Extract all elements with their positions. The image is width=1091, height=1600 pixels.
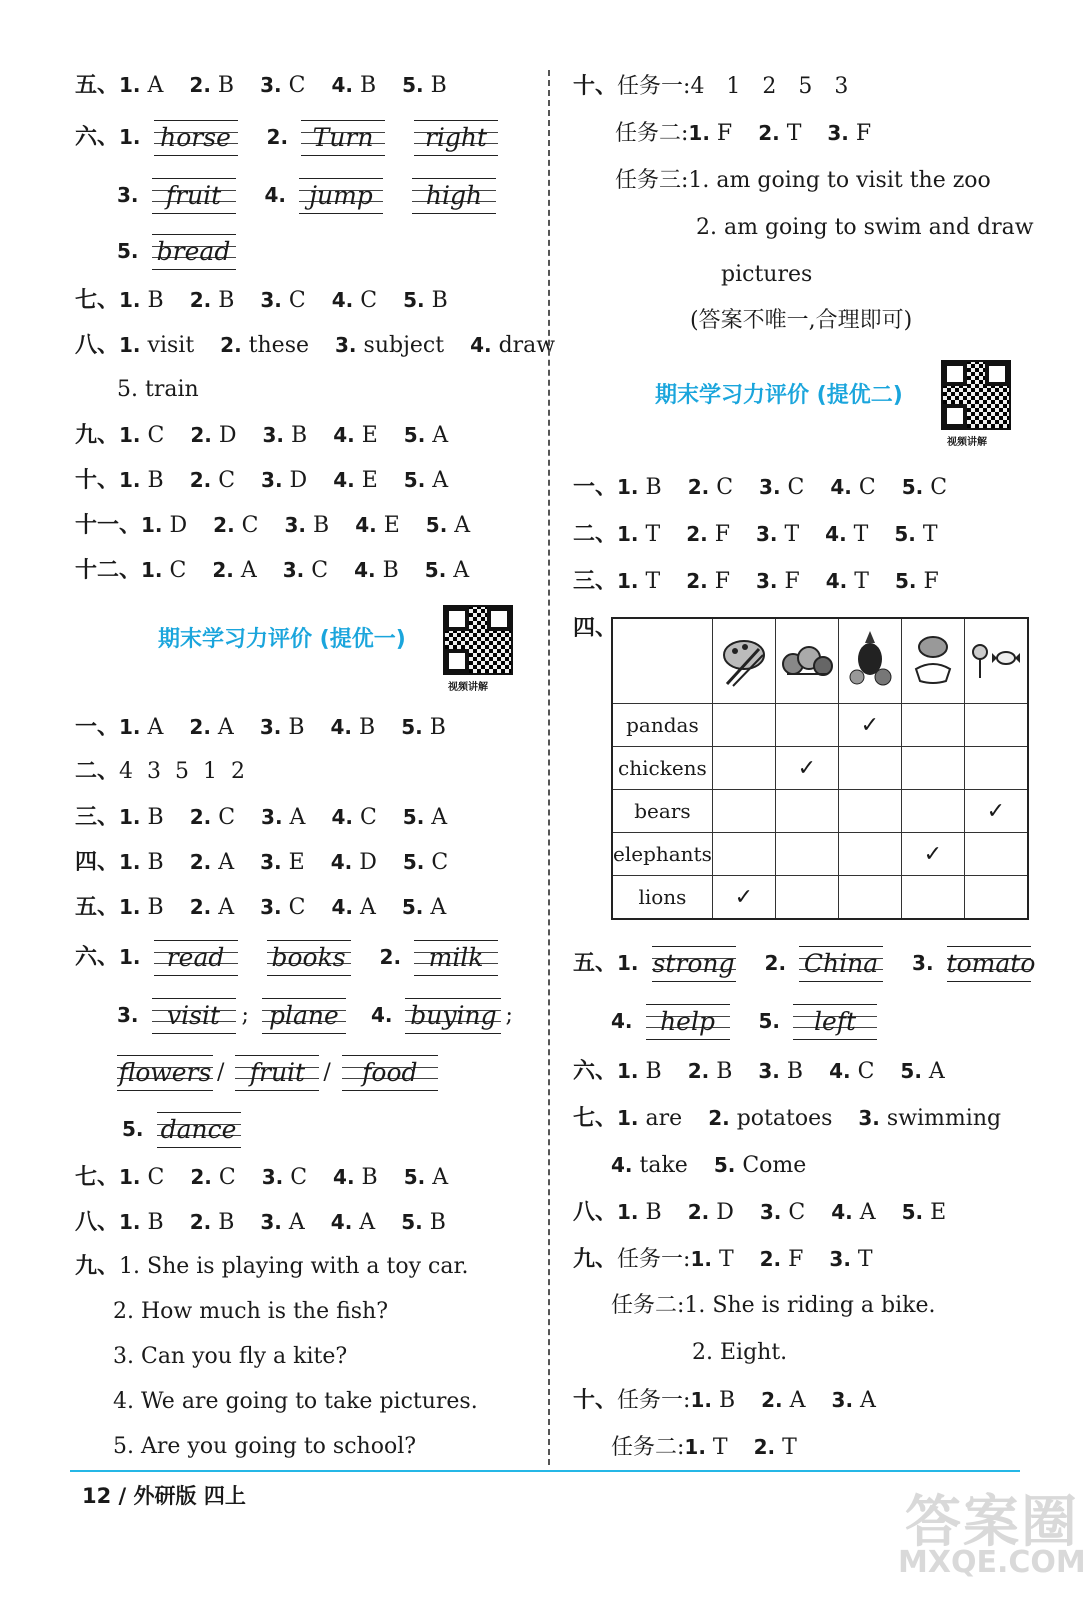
answer-item: 4. C bbox=[331, 805, 377, 830]
answer-item: 4. T bbox=[825, 569, 869, 594]
checkmark-icon: ✓ bbox=[860, 712, 880, 738]
table-cell bbox=[775, 747, 838, 790]
r-s7-row: 七、1. are 2. potatoes 3. swimming bbox=[573, 1106, 1002, 1131]
answer-item: 1. B bbox=[617, 1059, 662, 1084]
checkmark-icon: ✓ bbox=[734, 884, 754, 910]
answer-item: 5 bbox=[175, 759, 190, 784]
s4-row: 四、1. B 2. A 3. E 4. D 5. C bbox=[75, 850, 449, 875]
answer-item: 2. A bbox=[189, 895, 235, 920]
handwritten-answer: high bbox=[412, 178, 496, 214]
answer-item: 3. T bbox=[755, 522, 800, 547]
q11-row: 十一、1. D 2. C 3. B 4. E 5. A bbox=[75, 513, 471, 538]
handwritten-answer: food bbox=[342, 1055, 438, 1091]
answer-item: 1. visit bbox=[119, 333, 195, 358]
answer-item: 5. A bbox=[403, 1165, 449, 1190]
s7-row: 七、1. C 2. C 3. C 4. B 5. A bbox=[75, 1165, 449, 1190]
r-s6-row: 六、1. B 2. B 3. B 4. C 5. A bbox=[573, 1059, 945, 1084]
table-cell bbox=[712, 833, 775, 876]
q7-row: 七、1. B 2. B 3. C 4. C 5. B bbox=[75, 288, 448, 313]
checkmark-icon: ✓ bbox=[797, 755, 817, 781]
answer-item: 5. E bbox=[901, 1200, 947, 1225]
handwritten-answer: strong bbox=[652, 946, 736, 982]
answer-item: 1. B bbox=[617, 1200, 662, 1225]
answer-item: 3. A bbox=[831, 1388, 876, 1413]
answer-item: 4 bbox=[119, 759, 134, 784]
answer-item: 2. these bbox=[220, 333, 310, 358]
answer-item: 1. A bbox=[119, 73, 164, 98]
s9-row4: 4. We are going to take pictures. bbox=[113, 1389, 478, 1414]
answer-item: 2. A bbox=[761, 1388, 806, 1413]
answer-item: 4. D bbox=[330, 850, 377, 875]
answer-item: 5. C bbox=[402, 850, 449, 875]
table-cell bbox=[964, 790, 1028, 833]
table-cell bbox=[775, 790, 838, 833]
answer-item: 3. subject bbox=[335, 333, 445, 358]
qr-code-icon[interactable] bbox=[941, 360, 1011, 430]
s9-row2: 2. How much is the fish? bbox=[113, 1299, 389, 1324]
table-cell bbox=[838, 876, 901, 920]
answer-item: 2. T bbox=[758, 121, 802, 146]
handwritten-answer: books bbox=[267, 940, 351, 976]
answer-item: 1. B bbox=[119, 895, 164, 920]
s9-row5: 5. Are you going to school? bbox=[113, 1434, 417, 1459]
answer-item: 1. T bbox=[684, 1435, 728, 1460]
row-label: elephants bbox=[612, 833, 712, 876]
answer-item: 5. A bbox=[424, 558, 470, 583]
answer-item: 1. C bbox=[141, 558, 187, 583]
answer-item: 1. are bbox=[617, 1106, 683, 1131]
q6-row1: 六、1. horse 2. Turn right bbox=[75, 120, 498, 160]
row-label: bears bbox=[612, 790, 712, 833]
answer-item: 2. D bbox=[687, 1200, 734, 1225]
answer-item: 2. C bbox=[687, 475, 734, 500]
handwritten-answer: jump bbox=[299, 178, 383, 214]
answer-item: 3. C bbox=[260, 895, 306, 920]
watermark-url: MXQE.COM bbox=[898, 1545, 1086, 1580]
answer-item: 5. B bbox=[402, 73, 447, 98]
answer-item: 3. T bbox=[829, 1247, 873, 1272]
s9-row1: 九、1. She is playing with a toy car. bbox=[75, 1254, 469, 1279]
answer-item: 5. B bbox=[401, 715, 446, 740]
answer-item: 4. A bbox=[831, 1200, 876, 1225]
answer-item: 4. E bbox=[333, 423, 378, 448]
answer-item: 3. C bbox=[759, 475, 805, 500]
answer-item: 5. B bbox=[403, 288, 448, 313]
answer-item: 3. C bbox=[282, 558, 329, 583]
q12-row: 十二、1. C 2. A 3. C 4. B 5. A bbox=[75, 558, 470, 583]
table-cell bbox=[964, 747, 1028, 790]
s3-row: 三、1. B 2. C 3. A 4. C 5. A bbox=[75, 805, 448, 830]
handwritten-answer: read bbox=[154, 940, 238, 976]
r-s8-row: 八、1. B 2. D 3. C 4. A 5. E bbox=[573, 1200, 947, 1225]
q9-row: 九、1. C 2. D 3. B 4. E 5. A bbox=[75, 423, 449, 448]
table-cell bbox=[838, 833, 901, 876]
answer-item: 3 bbox=[147, 759, 162, 784]
answer-item: 1. A bbox=[119, 715, 164, 740]
handwritten-answer: fruit bbox=[235, 1055, 319, 1091]
handwritten-answer: China bbox=[799, 946, 883, 982]
table-cell bbox=[901, 790, 964, 833]
s6-row4: 5. dance bbox=[122, 1112, 241, 1152]
table-cell bbox=[901, 704, 964, 747]
r-s2-row: 二、1. T 2. F 3. T 4. T 5. T bbox=[573, 522, 938, 547]
answer-item: 2. D bbox=[190, 423, 237, 448]
answer-item: 2. T bbox=[753, 1435, 797, 1460]
table-cell bbox=[964, 876, 1028, 920]
answer-item: 4. B bbox=[331, 73, 377, 98]
answer-item: 1. B bbox=[119, 1210, 164, 1235]
s5-row: 五、1. B 2. A 3. C 4. A 5. A bbox=[75, 895, 447, 920]
s6-row3: flowers / fruit / food bbox=[117, 1055, 438, 1095]
row-label: pandas bbox=[612, 704, 712, 747]
answer-item: 2. C bbox=[189, 468, 236, 493]
table-cell bbox=[712, 704, 775, 747]
answer-item: 4. take bbox=[611, 1153, 688, 1178]
answer-item: 2. B bbox=[189, 1210, 235, 1235]
r-s9-task2: 任务二:1. She is riding a bike. bbox=[611, 1293, 936, 1318]
handwritten-answer: left bbox=[793, 1004, 877, 1040]
table-row bbox=[612, 876, 1028, 920]
s6-row2: 3. visit ; plane 4. buying ; bbox=[117, 998, 513, 1038]
handwritten-answer: buying bbox=[405, 998, 501, 1034]
answer-item: 1. B bbox=[690, 1388, 736, 1413]
handwritten-answer: Turn bbox=[301, 120, 385, 156]
table-cell bbox=[712, 790, 775, 833]
answer-item: 2. B bbox=[189, 288, 235, 313]
r10-task3-a2b: pictures bbox=[721, 262, 813, 287]
candy-icon bbox=[964, 618, 1028, 704]
answer-item: 4. C bbox=[331, 288, 378, 313]
handwritten-answer: horse bbox=[154, 120, 238, 156]
answer-item: 2. A bbox=[212, 558, 257, 583]
answer-item: 5. A bbox=[403, 468, 449, 493]
answer-item: 5. A bbox=[425, 513, 471, 538]
answer-item: 3. B bbox=[284, 513, 330, 538]
q6-row3: 5. bread bbox=[117, 234, 236, 274]
table-cell bbox=[775, 833, 838, 876]
page-footer: 12 / 外研版 四上 bbox=[82, 1484, 246, 1508]
answer-item: 4. A bbox=[331, 895, 376, 920]
answer-item: 3. B bbox=[758, 1059, 804, 1084]
answer-item: 4. draw bbox=[470, 333, 556, 358]
answer-item: 4. C bbox=[830, 475, 876, 500]
answer-item: 4. B bbox=[330, 715, 376, 740]
vegetables-icon bbox=[775, 618, 838, 704]
answer-item: 2 bbox=[231, 759, 246, 784]
answer-item: 3. A bbox=[261, 805, 306, 830]
r10-task3-a2: 2. am going to swim and draw bbox=[696, 215, 1034, 240]
table-header-row bbox=[612, 618, 1028, 704]
answer-item: 3. A bbox=[260, 1210, 305, 1235]
answer-item: 2. C bbox=[189, 805, 236, 830]
handwritten-answer: milk bbox=[414, 940, 498, 976]
answer-item: 1. T bbox=[617, 569, 661, 594]
r-s10-task2: 任务二:1. T 2. T bbox=[611, 1435, 797, 1460]
table-cell bbox=[775, 704, 838, 747]
answer-item: 4. C bbox=[829, 1059, 875, 1084]
table-row bbox=[612, 833, 1028, 876]
qr-caption: 视频讲解 bbox=[947, 437, 987, 448]
qr-caption: 视频讲解 bbox=[448, 682, 488, 693]
r-s5-row2: 4. help 5. left bbox=[611, 1004, 877, 1044]
table-cell bbox=[712, 747, 775, 790]
q5-row bbox=[75, 70, 447, 100]
table-cell bbox=[964, 704, 1028, 747]
r-s5-row1: 五、1. strong 2. China 3. tomato bbox=[573, 946, 1031, 986]
answer-item: 5. B bbox=[401, 1210, 446, 1235]
table-cell bbox=[901, 876, 964, 920]
r-s4-label: 四、 bbox=[573, 616, 618, 641]
r-s3-row: 三、1. T 2. F 3. F 4. T 5. F bbox=[573, 569, 939, 594]
s9-row3: 3. Can you fly a kite? bbox=[113, 1344, 348, 1369]
answer-item: 2. B bbox=[687, 1059, 733, 1084]
answer-item: 3. B bbox=[259, 715, 305, 740]
answer-item: 1 bbox=[203, 759, 218, 784]
answer-item: 5. F bbox=[894, 569, 939, 594]
handwritten-answer: flowers bbox=[117, 1055, 213, 1091]
answer-item: 1. F bbox=[688, 121, 733, 146]
handwritten-answer: plane bbox=[262, 998, 346, 1034]
answer-item: 1. T bbox=[617, 522, 661, 547]
table-cell bbox=[901, 833, 964, 876]
section-title-2: 期末学习力评价 (提优二) bbox=[655, 383, 903, 408]
row-label: lions bbox=[612, 876, 712, 920]
answer-item: 3. F bbox=[827, 121, 872, 146]
table-row bbox=[612, 747, 1028, 790]
table-row bbox=[612, 790, 1028, 833]
table-cell bbox=[712, 876, 775, 920]
answer-item: 2. potatoes bbox=[708, 1106, 833, 1131]
r10-task1: 十、任务一:4 1 2 5 3 bbox=[573, 74, 849, 99]
answer-item: 3. E bbox=[260, 850, 305, 875]
q8-row2: 5. train bbox=[117, 377, 199, 402]
r10-task2: 任务二:1. F 2. T 3. F bbox=[615, 121, 872, 146]
answer-item: 1. B bbox=[617, 475, 662, 500]
q5-label: 五、 bbox=[75, 73, 120, 98]
answer-item: 5. A bbox=[402, 805, 448, 830]
answer-item: 5. A bbox=[900, 1059, 945, 1084]
r-s9-task2-a2: 2. Eight. bbox=[692, 1340, 788, 1365]
handwritten-answer: tomato bbox=[947, 946, 1031, 982]
answer-item: 5. Come bbox=[713, 1153, 807, 1178]
table-cell bbox=[838, 790, 901, 833]
answer-item: 1. C bbox=[119, 1165, 165, 1190]
watermark-logo: 答案圈 bbox=[905, 1490, 1079, 1555]
answer-item: 5. A bbox=[403, 423, 449, 448]
checkmark-icon: ✓ bbox=[923, 841, 943, 867]
r10-task3: 任务三:1. am going to visit the zoo bbox=[615, 168, 991, 193]
answer-item: 2. C bbox=[190, 1165, 236, 1190]
handwritten-answer: bread bbox=[152, 234, 236, 270]
r-s7-row2 bbox=[611, 1150, 806, 1180]
table-cell bbox=[775, 876, 838, 920]
r-s1-row: 一、1. B 2. C 3. C 4. C 5. C bbox=[573, 475, 948, 500]
row-label: chickens bbox=[612, 747, 712, 790]
s1-row: 一、1. A 2. A 3. B 4. B 5. B bbox=[75, 715, 446, 740]
answer-item: 5. C bbox=[901, 475, 948, 500]
answer-item: 4. B bbox=[333, 1165, 378, 1190]
answer-item: 4. E bbox=[355, 513, 400, 538]
answer-item: 3. D bbox=[261, 468, 308, 493]
qr-code-icon[interactable] bbox=[443, 605, 513, 675]
answer-item: 3. C bbox=[759, 1200, 806, 1225]
r-s10-task1: 十、任务一:1. B 2. A 3. A bbox=[573, 1388, 876, 1413]
answer-item: 3. B bbox=[262, 423, 308, 448]
r10-note: (答案不唯一,合理即可) bbox=[690, 308, 913, 333]
handwritten-answer: right bbox=[414, 120, 498, 156]
q5-answers bbox=[119, 70, 447, 101]
answer-item: 1. D bbox=[141, 513, 188, 538]
q8-row: 八、1. visit 2. these 3. subject 4. draw bbox=[75, 333, 556, 358]
fish-icon bbox=[901, 618, 964, 704]
column-divider bbox=[548, 70, 550, 1465]
r-s9-task1: 九、任务一:1. T 2. F 3. T bbox=[573, 1247, 873, 1272]
answer-item: 5. A bbox=[401, 895, 447, 920]
q10-row: 十、1. B 2. C 3. D 4. E 5. A bbox=[75, 468, 449, 493]
s6-row1: 六、1. read books 2. milk bbox=[75, 940, 498, 980]
palette-icon bbox=[712, 618, 775, 704]
fruit-icon bbox=[838, 618, 901, 704]
answer-item: 1. B bbox=[119, 805, 164, 830]
answer-item: 1. B bbox=[119, 468, 164, 493]
handwritten-answer: help bbox=[646, 1004, 730, 1040]
handwritten-answer: visit bbox=[152, 998, 236, 1034]
answer-item: 2. F bbox=[686, 569, 730, 594]
footer-rule bbox=[70, 1470, 1020, 1472]
answer-item: 4. T bbox=[825, 522, 869, 547]
answer-item: 2. C bbox=[213, 513, 259, 538]
answer-item: 4. B bbox=[354, 558, 399, 583]
s8-row: 八、1. B 2. B 3. A 4. A 5. B bbox=[75, 1210, 446, 1235]
table-cell bbox=[901, 747, 964, 790]
answer-item: 2. F bbox=[686, 522, 730, 547]
table-cell bbox=[838, 747, 901, 790]
answer-item: 3. C bbox=[261, 1165, 308, 1190]
answer-item: 1. B bbox=[119, 850, 164, 875]
answer-item: 1. T bbox=[690, 1247, 734, 1272]
answer-item: 2. A bbox=[189, 850, 235, 875]
answer-item: 1. C bbox=[119, 423, 165, 448]
answer-item: 2. F bbox=[759, 1247, 804, 1272]
answer-item: 4. E bbox=[333, 468, 378, 493]
table-row bbox=[612, 704, 1028, 747]
section-title-1: 期末学习力评价 (提优一) bbox=[158, 627, 406, 652]
handwritten-answer: dance bbox=[157, 1112, 241, 1148]
table-cell bbox=[964, 833, 1028, 876]
answer-item: 3. C bbox=[260, 288, 306, 313]
answer-item: 4. A bbox=[330, 1210, 376, 1235]
matching-table bbox=[611, 617, 1029, 920]
answer-item: 1. B bbox=[119, 288, 164, 313]
answer-item: 2. B bbox=[189, 73, 235, 98]
q6-row2: 3. fruit 4. jump high bbox=[117, 178, 496, 218]
table-cell bbox=[838, 704, 901, 747]
answer-item: 3. C bbox=[260, 73, 306, 98]
handwritten-answer: fruit bbox=[152, 178, 236, 214]
answer-item: 5. T bbox=[894, 522, 938, 547]
answer-item: 3. F bbox=[755, 569, 800, 594]
answer-item: 3. swimming bbox=[858, 1106, 1002, 1131]
checkmark-icon: ✓ bbox=[986, 798, 1006, 824]
answer-item: 2. A bbox=[189, 715, 234, 740]
s2-row: 二、4 3 5 1 2 bbox=[75, 759, 246, 784]
